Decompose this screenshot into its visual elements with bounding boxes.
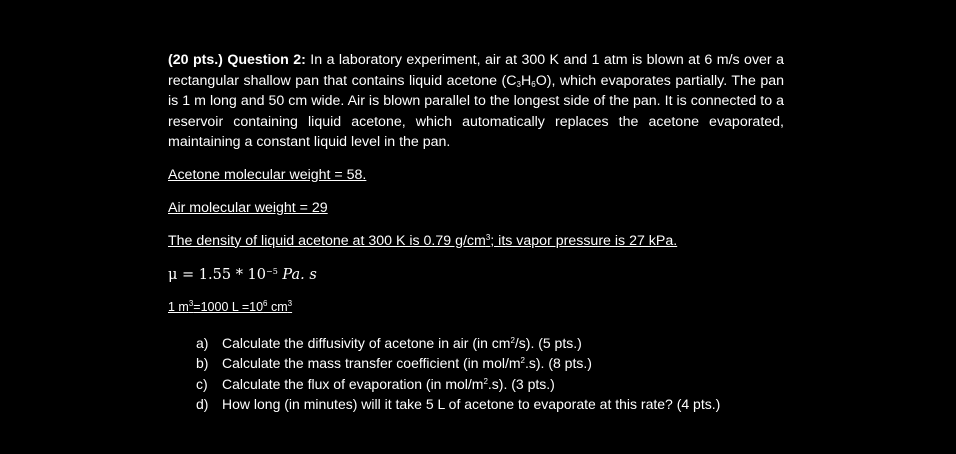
task-text: Calculate the flux of evaporation (in mol/$m^2.s$). (3 pts.) xyxy=(222,375,555,392)
question-document xyxy=(168,50,784,415)
viscosity-exponent: −5 xyxy=(266,266,278,276)
task-list xyxy=(196,333,784,415)
formula-subscript-c: 3 xyxy=(516,79,521,89)
conversion-power-exponent: 6 xyxy=(263,298,268,308)
task-text: Calculate the mass transfer coefficient (in mol/$m^2.s$). (8 pts.) xyxy=(222,355,592,371)
task-item xyxy=(196,333,784,354)
given-unit-conversion xyxy=(168,297,784,317)
given-acetone-molecular-weight: Acetone molecular weight = 58. xyxy=(168,166,367,183)
task-label: d) xyxy=(196,396,209,412)
given-viscosity xyxy=(168,265,784,285)
conversion-liters: =1000 L =10 xyxy=(193,299,264,314)
formula-subscript-h: 6 xyxy=(531,79,536,89)
conversion-cm3: cm xyxy=(267,299,288,314)
vapor-pressure-text: ; its vapor pressure is 27 kPa. xyxy=(490,232,678,249)
density-text: The density of liquid acetone at 300 K is 0.79 g/cm xyxy=(168,232,486,249)
task-text: How long (in minutes) will it take 5 L of acetone to evaporate at this rate? (4 pts.) xyxy=(222,396,721,412)
given-density-vapor-pressure xyxy=(168,231,784,251)
viscosity-unit: Pa. s xyxy=(282,266,317,283)
conversion-m3-exponent: 3 xyxy=(188,298,194,308)
conversion-cm3-exponent: 3 xyxy=(287,298,293,308)
conversion-m3: 1 m xyxy=(168,299,189,314)
given-air-molecular-weight: Air molecular weight = 29 xyxy=(168,199,328,216)
question-text-end: which evaporates partially. The pan is 1 m long and 50 cm wide. Air is blown parallel to the longest side of the pan. It is connected to a reservoir containing liquid acetone, which automatically replaces the acetone evaporated, maintaining a constant liquid level in the pan. xyxy=(168,72,784,150)
task-text: Calculate the diffusivity of acetone in air (in $cm^2/s$). (5 pts.) xyxy=(222,334,582,351)
viscosity-value: = 1.55 * 10 xyxy=(182,266,267,283)
task-label: a) xyxy=(196,334,209,351)
question-paragraph xyxy=(168,50,784,153)
task-item xyxy=(196,394,784,415)
task-item xyxy=(196,353,784,374)
task-label: b) xyxy=(196,355,209,371)
question-text-start: In a laboratory experiment, air at 300 K and 1 atm is blown at 6 m/s over a rectangular shallow pan that contains liquid acetone (C xyxy=(168,52,784,89)
question-heading: (20 pts.) Question 2: xyxy=(168,52,306,68)
task-label: c) xyxy=(196,375,208,392)
viscosity-symbol: μ xyxy=(168,266,178,283)
formula-o: O), xyxy=(535,72,556,89)
density-unit-exponent: 3 xyxy=(485,232,491,242)
task-item xyxy=(196,374,784,395)
formula-h: H xyxy=(521,72,532,89)
